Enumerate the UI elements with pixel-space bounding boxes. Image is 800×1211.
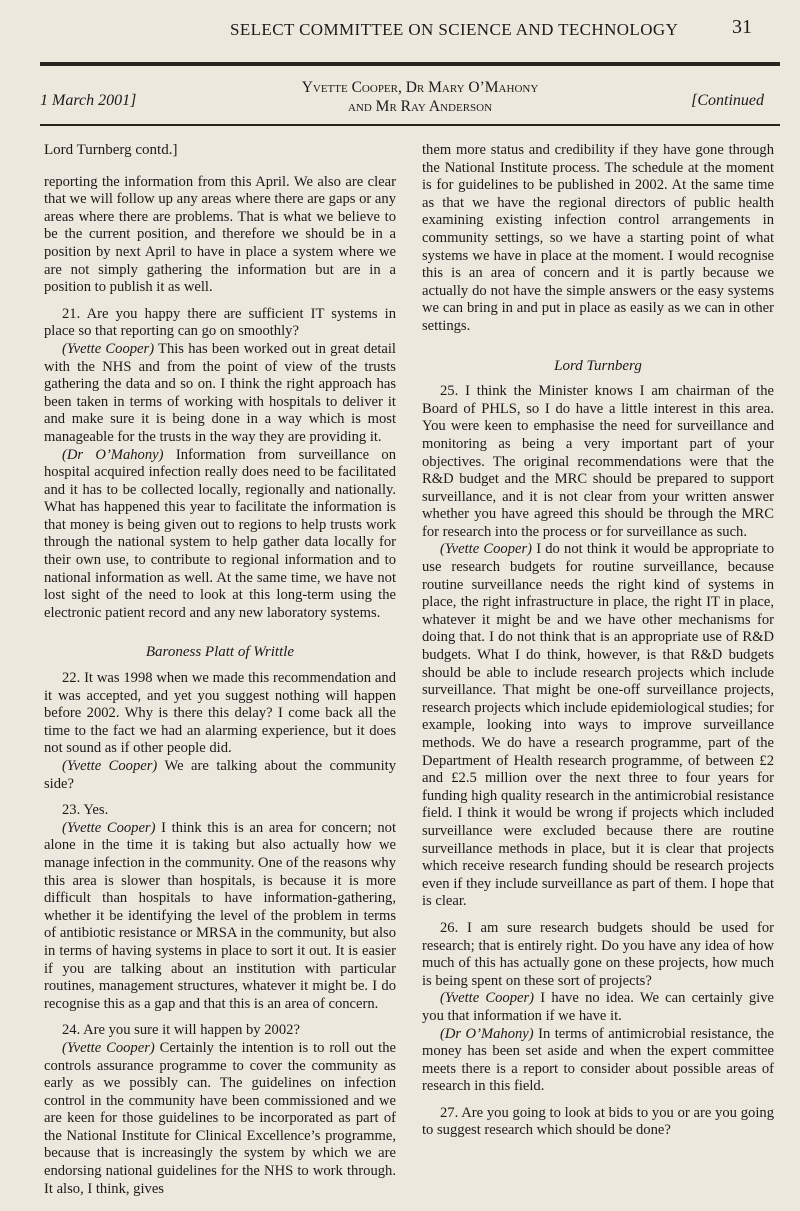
question-21: 21. Are you happy there are sufficient IT systems in place so that reporting can go on smoothly?: [44, 305, 396, 340]
question-24: 24. Are you sure it will happen by 2002?: [62, 1022, 300, 1039]
speaker-label: (Dr O’Mahony): [62, 446, 164, 463]
answer-23: [44, 820, 396, 1014]
answer-text: We are talking about the community side?: [44, 758, 396, 792]
continued-speaker-heading: Lord Turnberg contd.]: [44, 142, 178, 158]
header-rule: [40, 62, 780, 66]
speaker-label: (Yvette Cooper): [62, 1039, 155, 1056]
question-26: 26. I am sure research budgets should be used for research; that is entirely right. Do you have any idea of how much of this has actually gone on these projects, how much is being spent on these sort of projects?: [422, 919, 774, 989]
speaker-label: (Yvette Cooper): [62, 758, 158, 774]
question-22: 22. It was 1998 when we made this recommendation and it was accepted, and yet you suggest nothing will happen before 2002. Why is there this delay? I come back all the time to the fact we had an alarming experience, but it does not sound as if other people did.: [44, 670, 396, 757]
session-date: 1 March 2001]: [40, 92, 137, 109]
left-column: [44, 142, 396, 1198]
answer-text: I do not think it would be appropriate to use research budgets for routine surveillance, because routine surveillance needs the right kind of systems in place, the right infrastructure in place, the right IT in place, whatever it might be and we have other mechanisms for doing that. I do not think that is an appropriate use of R&D budgets. What I do think, however, is that R&D budgets should be able to include research projects which include surveillance. That might be one-off surveillance projects, research projects which include epidemiological studies; for example, looking into ways to improve surveillance methods. We do have a research programme, part of the Department of Health research programme, of between £2 and £2.5 million over the next three to four years for funding high quality research in the antimicrobial resistance field. I think it would be wrong if projects which included surveillance were excluded because there are routine surveillance methods in place, but it is clear that projects which receive research funding should be research projects even if they include surveillance as part of them. I hope that is clear.: [422, 541, 775, 910]
answer-text: I think this is an area for concern; not alone in the time it is taking but also actually how we manage infection in the community. One of the reasons why this area is slower than hospitals, is because it is more difficult than hospitals to have information-gathering, whether it be identifying the level of the problem in terms of antibiotic resistance or MRSA in the community, but also in terms of having systems in place to sort it out. It is easier if you are talking about an institution with particular routines, management structures, whatever it might be. I do recognise this as a gap and that this is an area of concern.: [44, 819, 397, 1012]
witness-names: [240, 78, 600, 116]
answer-text: I have no idea. We can certainly give you that information if we have it.: [422, 990, 775, 1024]
subheader-rule: [40, 124, 780, 126]
page-number: 31: [732, 16, 752, 38]
question-23: 23. Yes.: [62, 802, 109, 819]
paragraph: them more status and credibility if they have gone through the National Institute process. The schedule at the moment is for guidelines to be published in 2002. At the same time as that we have the regional directors of public health examining existing infection control arrangements in community settings, so we have a starting point of what systems we have in place at the moment. I would recognise this is an area of concern and it is partly because we actually do not have the simple answers or the easy systems we can bring in and put in place as easily as we can in other settings.: [422, 142, 774, 334]
answer-text: In terms of antimicrobial resistance, the money has been set aside and when the expert committee meets there is a report to consider about possible areas of research in this field.: [422, 1025, 775, 1095]
right-column: [422, 142, 774, 1140]
witnesses-line-1: Yvette Cooper, Dr Mary O’Mahony: [301, 79, 539, 96]
answer-25: [422, 541, 774, 910]
question-27: 27. Are you going to look at bids to you or are you going to suggest research which should be done?: [422, 1104, 774, 1139]
speaker-label: (Yvette Cooper): [62, 819, 156, 836]
speaker-label: (Dr O’Mahony): [440, 1025, 534, 1042]
speaker-label: (Yvette Cooper): [440, 990, 535, 1007]
witnesses-line-2: and Mr Ray Anderson: [347, 98, 493, 115]
answer-text: Information from surveillance on hospital acquired infection really does need to be facilitated and it has to be collected locally, regionally and nationally. What has happened this year to facilitate the information is that money is being given out to regions to help trusts work through the national system to help gather data locally for their own use, to contribute to regional information and to national information as well. At the same time, we have not lost sight of the need to look at this long-term using the electronic patient record and any new laboratory systems.: [44, 446, 397, 621]
question-25: 25. I think the Minister knows I am chairman of the Board of PHLS, so I do have a little interest in this area. You were keen to emphasise the need for surveillance and monitoring as being a very important part of your objectives. The original recommendations were that the R&D budget and the MRC should be prepared to support surveillance, and it is not clear from your written answer whether you have agreed this should be through the MRC for research into the process or for surveillance as such.: [422, 383, 774, 540]
answer-24: [44, 1040, 396, 1198]
answer-text: This has been worked out in great detail with the NHS and from the point of view of the trusts gathering the data and so on. I think the right approach has been taken in terms of working with hospitals to deliver it and make sure it is being done in a way which is most manageable for the trusts in the way they are providing it.: [44, 340, 396, 445]
speaker-label: (Yvette Cooper): [440, 541, 533, 558]
answer-22: [44, 758, 396, 793]
answer-26: [422, 990, 774, 1025]
continued-marker: [Continued: [691, 92, 764, 109]
answer-text: Certainly the intention is to roll out the controls assurance programme to cover the community as early as we possibly can. The guidelines on infection control in the community have been commissioned and we are keen for those guidelines to be incorporated as part of the National Institute for Clinical Excellence’s programme, because that is increasingly the system by which we are endorsing national guidelines for the NHS to work through. It also, I think, gives: [44, 1039, 396, 1197]
answer-26b: [422, 1026, 774, 1096]
speaker-heading: Lord Turnberg: [554, 357, 642, 374]
running-title: SELECT COMMITTEE ON SCIENCE AND TECHNOLOGY: [230, 20, 679, 39]
speaker-label: (Yvette Cooper): [62, 340, 155, 357]
speaker-heading: Baroness Platt of Writtle: [145, 644, 295, 661]
answer-21: [44, 341, 396, 447]
answer-21b: [44, 447, 396, 623]
paragraph: reporting the information from this April. We also are clear that we will follow up any areas where there are gaps or any areas where there are problems. That is what we believe to be the current position, and therefore we should be in a position by next April to have in place a system where we are not simply gathering the information but are in a position to publish it as well.: [44, 173, 396, 296]
